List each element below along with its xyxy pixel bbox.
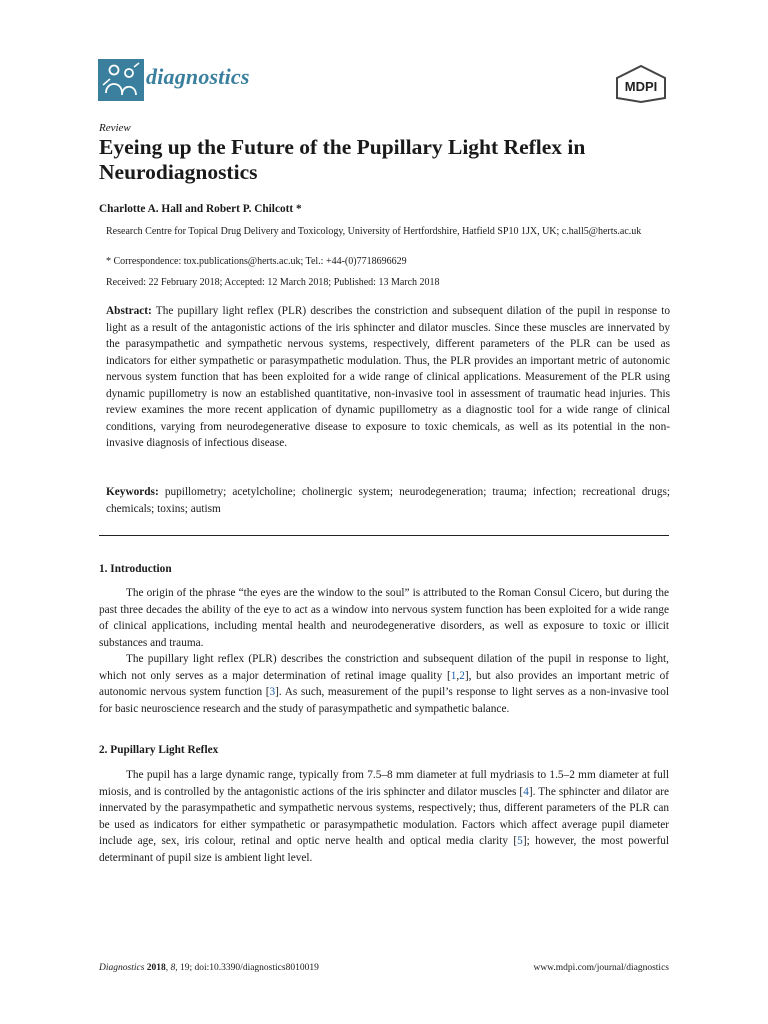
journal-logo-icon	[98, 59, 144, 101]
publisher-logo-text: MDPI	[624, 79, 658, 94]
citation-link[interactable]: 2	[459, 669, 465, 682]
citation-link[interactable]: 5	[517, 835, 523, 847]
journal-name: diagnostics	[146, 64, 250, 89]
paragraph: The pupillary light reflex (PLR) describes the constriction and subsequent dilation of the pupil in response to light, which not only serves as a major determination of retinal image quality [1,2], but also provides an important metric of autonomic nervous system function [3]. As such, measurement of the pupil’s response to light serves as a non-invasive tool for basic neuroscience research and the study of parasympathetic and sympathetic balance.	[99, 653, 669, 715]
footer-journal-url[interactable]: www.mdpi.com/journal/diagnostics	[533, 963, 669, 973]
citation-link[interactable]: 1	[450, 669, 457, 682]
article-type: Review	[99, 122, 131, 134]
abstract-label: Abstract:	[106, 305, 152, 317]
paragraph: The pupil has a large dynamic range, typically from 7.5–8 mm diameter at full mydriasis to 1.5–2 mm diameter at full miosis, and is controlled by the antagonistic actions of the iris sphincter and dilator muscles [4]. The sphincter and dilator are innervated by the parasympathetic and sympathetic nervous systems, respectively; thus, different parameters of the PLR can be used as indicators for either sympathetic or parasympathetic modulation. Factors which affect average pupil diameter include age, sex, iris colour, retinal and optic nerve health and optical media clarity [5]; however, the most powerful determinant of pupil size is ambient light level.	[99, 769, 669, 864]
citation-link[interactable]: 4	[523, 785, 529, 798]
correspondence: * Correspondence: tox.publications@herts.ac.uk; Tel.: +44-(0)7718696629	[106, 256, 407, 267]
abstract	[106, 303, 670, 452]
affiliation: Research Centre for Topical Drug Delivery and Toxicology, University of Hertfordshire, Hatfield SP10 1JX, UK; c.hall5@herts.ac.uk	[106, 226, 642, 237]
article-dates: Received: 22 February 2018; Accepted: 12 March 2018; Published: 13 March 2018	[106, 277, 440, 288]
citation-link[interactable]: 3	[269, 686, 276, 698]
section-heading-pupillary-light-reflex: 2. Pupillary Light Reflex	[99, 744, 219, 756]
keywords	[106, 484, 670, 517]
page-title: Eyeing up the Future of the Pupillary Light Reflex in Neurodiagnostics	[99, 135, 586, 184]
section-heading-introduction: 1. Introduction	[99, 563, 172, 575]
keywords-text: pupillometry; acetylcholine; cholinergic system; neurodegeneration; trauma; infection; recreational drugs; chemicals; toxins; autism	[106, 486, 671, 515]
abstract-text: The pupillary light reflex (PLR) describes the constriction and subsequent dilation of the pupil in response to light as a result of the antagonistic actions of the iris sphincter and dilator muscles. Since these muscles are innervated by the parasympathetic and sympathetic nervous systems, respectively, different parameters of the PLR can be used as indicators for either sympathetic or parasympathetic modulation. Thus, the PLR provides an important metric of autonomic nervous system function that has been exploited for a wide range of clinical applications. Measurement of the PLR using dynamic pupillometry is now an established quantitative, non-invasive tool in assessment of traumatic head injuries. This review examines the more recent application of dynamic pupillometry as a diagnostic tool for a wide range of clinical conditions, varying from neurodegenerative disease to exposure to toxic chemicals, as well as its potential in the non-invasive diagnosis of infectious disease.	[106, 305, 671, 449]
author-list: Charlotte A. Hall and Robert P. Chilcott *	[99, 203, 302, 215]
keywords-label: Keywords:	[106, 486, 159, 498]
footer-citation: Diagnostics 2018, 8, 19; doi:10.3390/diagnostics8010019	[99, 963, 319, 973]
pupillary-light-reflex-body	[99, 767, 669, 866]
publisher-logo-icon	[613, 64, 669, 104]
introduction-body	[99, 585, 669, 717]
paragraph: The origin of the phrase “the eyes are the window to the soul” is attributed to the Roman Consul Cicero, but during the past three decades the ability of the eye to act as a window into nervous system function has been exploited for a wide range of clinical applications, including mental health and neurodegenerative disorders, as well as exposure to toxic or illicit substances and trauma.	[99, 587, 669, 649]
section-divider	[99, 535, 669, 536]
